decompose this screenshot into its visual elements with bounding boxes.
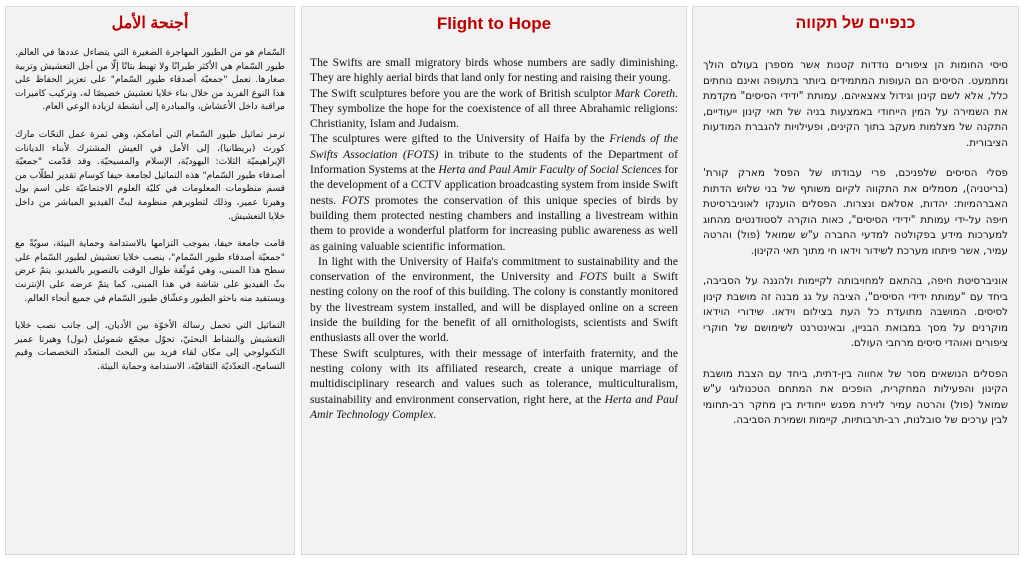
english-paragraph-5 xyxy=(310,346,678,422)
english-title: Flight to Hope xyxy=(436,14,552,33)
english-p3-text-e: for the development of a CCTV application broadcasting system from inside Swift nests. xyxy=(310,163,679,207)
english-paragraph-1 xyxy=(310,55,678,86)
technology-complex-name: Herta and Paul Amir Technology Complex xyxy=(310,392,678,421)
english-p5-text-c: . xyxy=(433,407,437,421)
english-p3-text-c: in tribute to the students of the Department of Information Systems at the xyxy=(310,147,678,177)
hebrew-paragraph-1: סיסי החומות הן ציפורים נודדות קטנות אשר מספרן בעולם הולך ומתמעט. הסיסים הם העופות המתמידים ביותר בתעופה ואינם נוחתים כלל, אלא לשם קינון וגידול צאצאיהם. עמותת "ידידי הסיסים" מקדמת את השמירה על המין הייחודי באמצעות בניה של תאי קינון ייעודיים, התקנה של מצלמות מעקב בתוך הקינים, ופעילויות להגברת המודעות הציבורית. xyxy=(703,59,1008,149)
hebrew-title: כנפיים של תקווה xyxy=(795,15,916,32)
english-p5-text-a: These Swift sculptures, with their message of interfaith fraternity, and the nesting colony with its affiliated research, create a unique marriage of multidisciplinary research and values such as tolerance, multiculturalism, sustainability and environment conservation, right here, at the xyxy=(310,346,678,406)
english-p3-text-a: The sculptures were gifted to the University of Haifa by the xyxy=(310,132,610,146)
hebrew-paragraph-2: פסלי הסיסים שלפניכם, פרי עבודתו של הפסל מארק קורת' (בריטניה), מסמלים את התקווה לקיום משותף של בני שלוש הדתות האברהמיות: יהדות, אסלאם ונצרות. הפסלים הוענקו לאוניברסיטת חיפה על-ידי עמותת "ידידי הסיסים", כאות הוקרה לסטודנטים מהחוג למערכות מידע בפקולטה למדעי החברה ע"ש שמואל (פול) והרטה עמיר, אשר פיתחו מערכת לשידור וידאו חי מתוך תאי הקינון. xyxy=(703,167,1008,257)
sculptor-name: Mark Coreth xyxy=(614,86,676,100)
english-paragraph-2 xyxy=(310,86,678,132)
fots-abbrev: FOTS xyxy=(341,193,370,207)
english-p4-text-c: built a Swift nesting colony on the roof of this building. The colony is constantly monitored by the livestream system installed, and will be displayed online on a screen inside the building for the benefit of all ornithologists, scientists and Swift enthusiasts all over the world. xyxy=(310,270,678,345)
hebrew-paragraph-3: אוניברסיטת חיפה, בהתאם למחויבותה לקיימות ולהגנה על הסביבה, ביחד עם "עמותת ידידי הסיסים", הציבה על גג מבנה זה מושבת קינון לסיסים. המושבה מתועדת כל העת בצילום וידאו. שידורי הוידאו מוקרנים על מסך במבואת הבניין, ובאינטרנט לשימושם של חוקרי ציפורים ואוהדי סיסים מרחבי העולם. xyxy=(703,275,1008,349)
arabic-paragraph-1: السّمام هو من الطيور المهاجرة الصغيرة التي يتضاءل عددها في العالم. طيور السّمام هي الأكثر طيرانًا ولا تهبط بتاتًا إلّا من أجل التعشيش وتربية صغارها. تعمل "جمعيّة أصدقاء طيور السّمام" على تعزيز الحفاظ على هذا النوع الفريد من خلال بناء خلايا تعشيش خصيصًا له، وتركيب كاميرات مراقبة داخل الأعشاش، والمبادرة إلى أنشطة لزيادة الوعي العام. xyxy=(15,48,285,113)
arabic-paragraph-3: قامت جامعة حيفا، بموجب التزامها بالاستدامة وحماية البيئة، سويّةً مع "جمعيّة أصدقاء طيور السّمام"، بنصب خلايا تعشيش لطيور السّمام على سطح هذا المبنى، وهي مُوثّقة طوال الوقت بالتصوير بالفيديو. يتمّ عرض بثّ الفيديو على شاشة في هذا المبنى، كما يتمّ عرضه على الإنترنت ويستفيد منه باحثو الطيور وعشّاق طيور السّمام في جميع أنحاء العالم. xyxy=(15,239,285,304)
fots-association-name: Friends of the Swifts Association (FOTS) xyxy=(310,132,679,161)
english-p1-text: The Swifts are small migratory birds whose numbers are sadly diminishing. They are highly aerial birds that land only for nesting and raising their young. xyxy=(310,56,678,85)
english-p3-text-g: promotes the conservation of this unique species of birds by building them protected nesting chambers and installing a livestream within them to provide a wonderful platform for increasing public awareness as well as gaining valuable scientific information. xyxy=(310,193,678,253)
arabic-title: أجنحة الأمل xyxy=(111,15,189,32)
english-body xyxy=(302,34,686,422)
english-paragraph-4 xyxy=(310,254,678,346)
arabic-body xyxy=(6,33,294,374)
arabic-panel xyxy=(5,6,295,555)
hebrew-panel xyxy=(692,6,1019,555)
arabic-paragraph-2: ترمز تماثيل طيور السّمام التي أمامكم، وهي ثمرة عمل النحّات مارك كورث (بريطانيا)، إلى الأمل في العيش المشترك لأبناء الديانات الإبراهيميّة الثلاث: اليهوديّة، الإسلام والمسيحيّة. وقد قدّمت "جمعيّة أصدقاء طيور السّمام" هذه التماثيل لجامعة حيفا كوسام تقدير لطلّاب من قسم منظومات المعلومات في كليّة العلوم الاجتماعيّة على اسم بول وهيرتا عمير، وذلك لتطويرهم منظومة لبثّ الفيديو المباشر من داخل خلايا التعشيش. xyxy=(14,129,285,222)
english-panel xyxy=(301,6,687,555)
english-p4-text-a: In light with the University of Haifa's commitment to sustainability and the conservation of the environment, the University and xyxy=(310,254,678,284)
hebrew-paragraph-4: הפסלים הנושאים מסר של אחווה בין-דתית, ביחד עם הצבת מושבת הקינון והפעילות המחקרית, הופכים את המתחם הטכנולוגי ע"ש שמואל (פול) והרטה עמיר לזירת מפגש ייחודית בין מחקר רב-תחומי לבין ערכים של סובלנות, רב-תרבותיות, קיימות ושמירת הסביבה. xyxy=(703,367,1008,426)
english-p2-text-c: . They symbolize the hope for the coexistence of all three Abrahamic religions: Christianity, Islam and Judaism. xyxy=(310,86,678,131)
fots-abbrev-2: FOTS xyxy=(579,270,608,284)
faculty-name: Herta and Paul Amir Faculty of Social Sciences xyxy=(438,163,662,177)
hebrew-body xyxy=(693,33,1018,429)
arabic-paragraph-4: التماثيل التي تحمل رسالة الأخوّة بين الأديان، إلى جانب نصب خلايا التعشيش والنشاط البحثيّ، تحوّل مجمّع شموئيل (بول) وهيرتا عمير التكنولوجي إلى مكان لقاء فريد بين البحث المتعدّد التخصصات وقيم التسامح، التعدّديّة الثقافيّة، الاستدامة وحماية البيئة. xyxy=(15,321,285,372)
english-p2-text-a: The Swift sculptures before you are the work of British sculptor xyxy=(310,86,615,100)
english-paragraph-3 xyxy=(310,131,678,253)
